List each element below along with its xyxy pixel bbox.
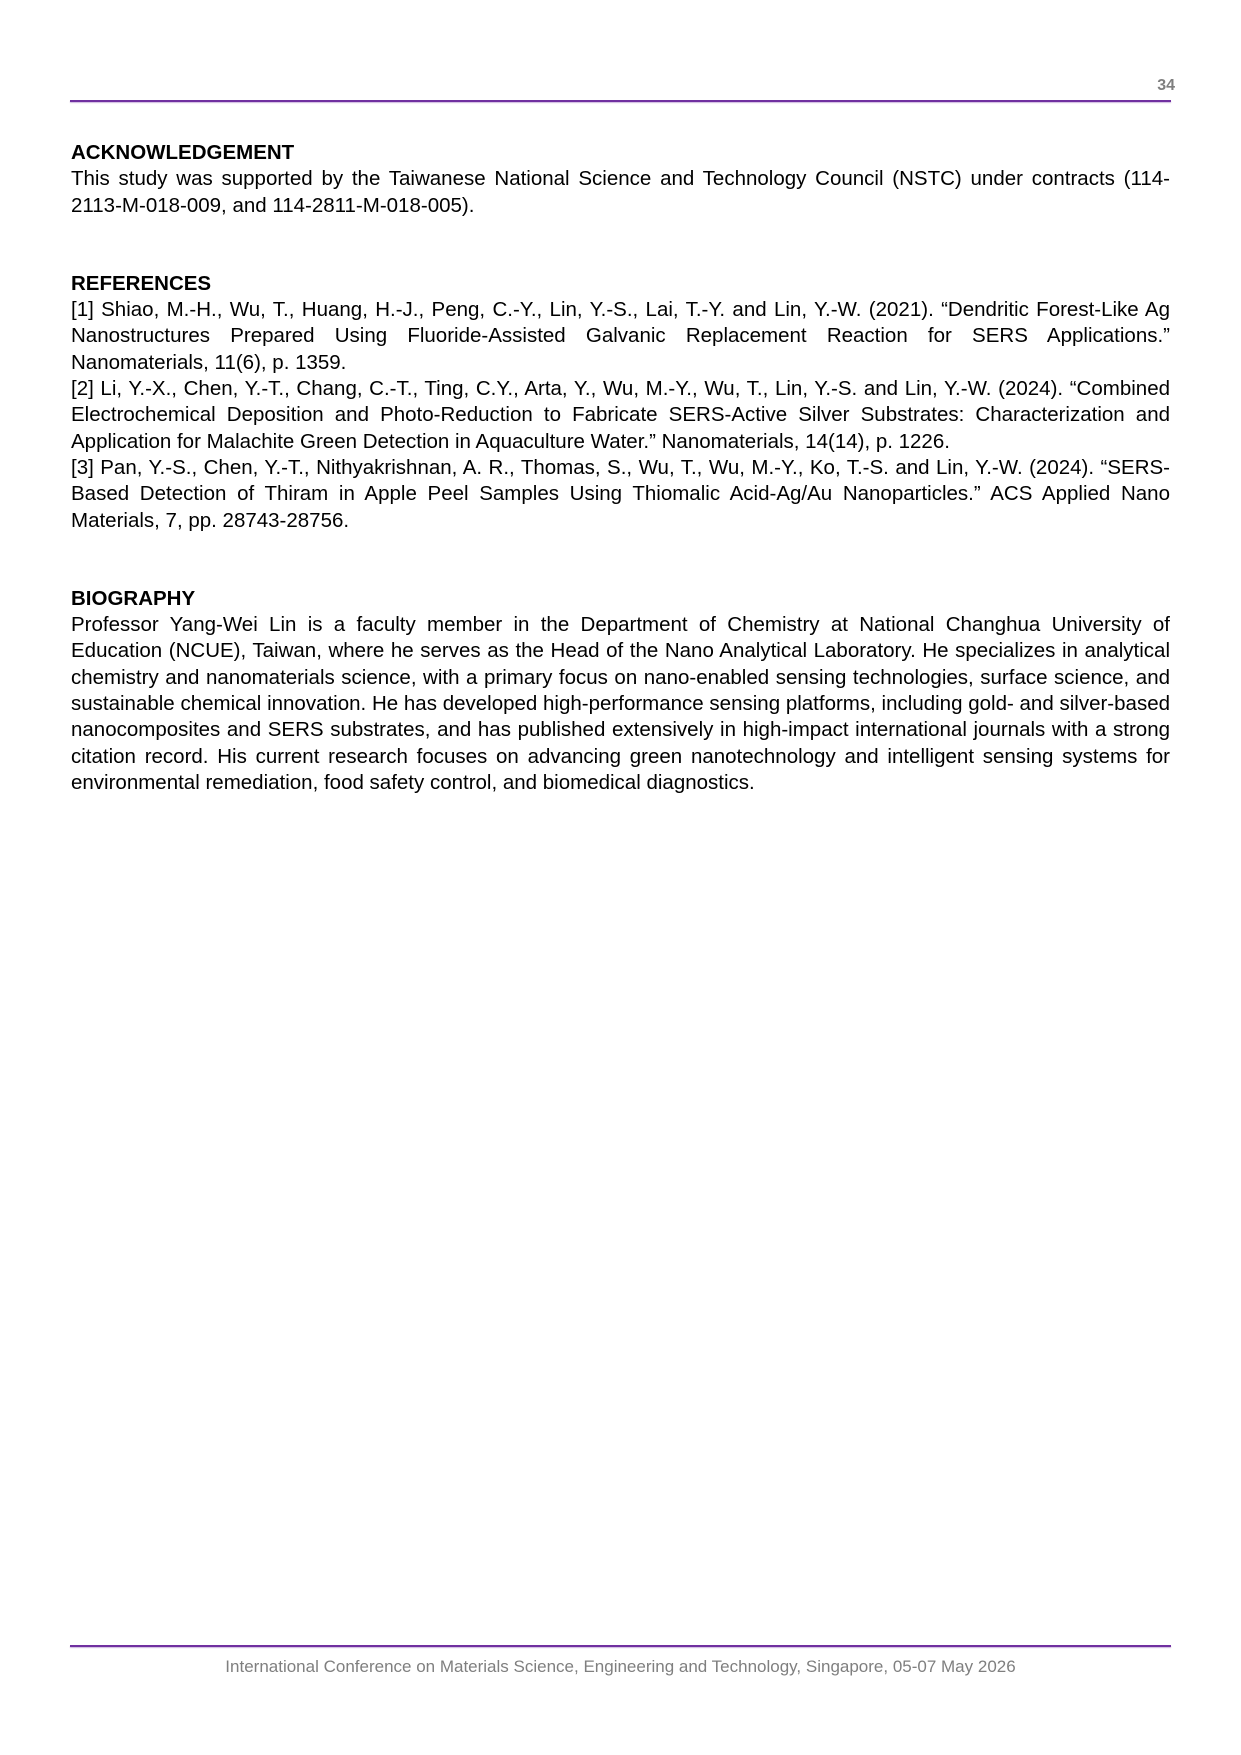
biography-heading: BIOGRAPHY [71, 586, 196, 610]
footer-divider [70, 1645, 1171, 1647]
reference-item: [1] Shiao, M.-H., Wu, T., Huang, H.-J., Peng, C.-Y., Lin, Y.-S., Lai, T.-Y. and Lin, Y.-W. (2021). “Dendritic Forest-Like Ag Nanostructures Prepared Using Fluoride-Assisted Galvanic Replacement Reaction for SERS Applications.” Nanomaterials, 11(6), p. 1359. [71, 298, 1170, 374]
page-number: 34 [1157, 77, 1175, 94]
references-section [71, 271, 1170, 534]
acknowledgement-section [71, 140, 1170, 219]
acknowledgement-heading: ACKNOWLEDGEMENT [71, 141, 295, 164]
header-divider [70, 100, 1171, 102]
acknowledgement-text: This study was supported by the Taiwanese National Science and Technology Council (NSTC) under contracts (114-2113-M-018-009, and 114-2811-M-018-005). [71, 167, 1170, 217]
reference-item: [2] Li, Y.-X., Chen, Y.-T., Chang, C.-T., Ting, C.Y., Arta, Y., Wu, M.-Y., Wu, T., Lin, Y.-S. and Lin, Y.-W. (2024). “Combined Electrochemical Deposition and Photo-Reduction to Fabricate SERS-Active Silver Substrates: Characterization and Application for Malachite Green Detection in Aquaculture Water.” Nanomaterials, 14(14), p. 1226. [71, 377, 1170, 453]
biography-section [71, 586, 1170, 796]
references-heading: REFERENCES [71, 271, 212, 295]
biography-text: Professor Yang-Wei Lin is a faculty member in the Department of Chemistry at National Changhua University of Education (NCUE), Taiwan, where he serves as the Head of the Nano Analytical Laboratory. He specializes in analytical chemistry and nanomaterials science, with a primary focus on nano-enabled sensing technologies, surface science, and sustainable chemical innovation. He has developed high-performance sensing platforms, including gold- and silver-based nanocomposites and SERS substrates, and has published extensively in high-impact international journals with a strong citation record. His current research focuses on advancing green nanotechnology and intelligent sensing systems for environmental remediation, food safety control, and biomedical diagnostics. [71, 613, 1170, 794]
reference-item: [3] Pan, Y.-S., Chen, Y.-T., Nithyakrishnan, A. R., Thomas, S., Wu, T., Wu, M.-Y., Ko, T.-S. and Lin, Y.-W. (2024). “SERS-Based Detection of Thiram in Apple Peel Samples Using Thiomalic Acid-Ag/Au Nanoparticles.” ACS Applied Nano Materials, 7, pp. 28743-28756. [71, 455, 1170, 532]
conference-footer: International Conference on Materials Science, Engineering and Technology, Singapore, 05-07 May 2026 [225, 1657, 1016, 1676]
page-content [71, 140, 1170, 796]
